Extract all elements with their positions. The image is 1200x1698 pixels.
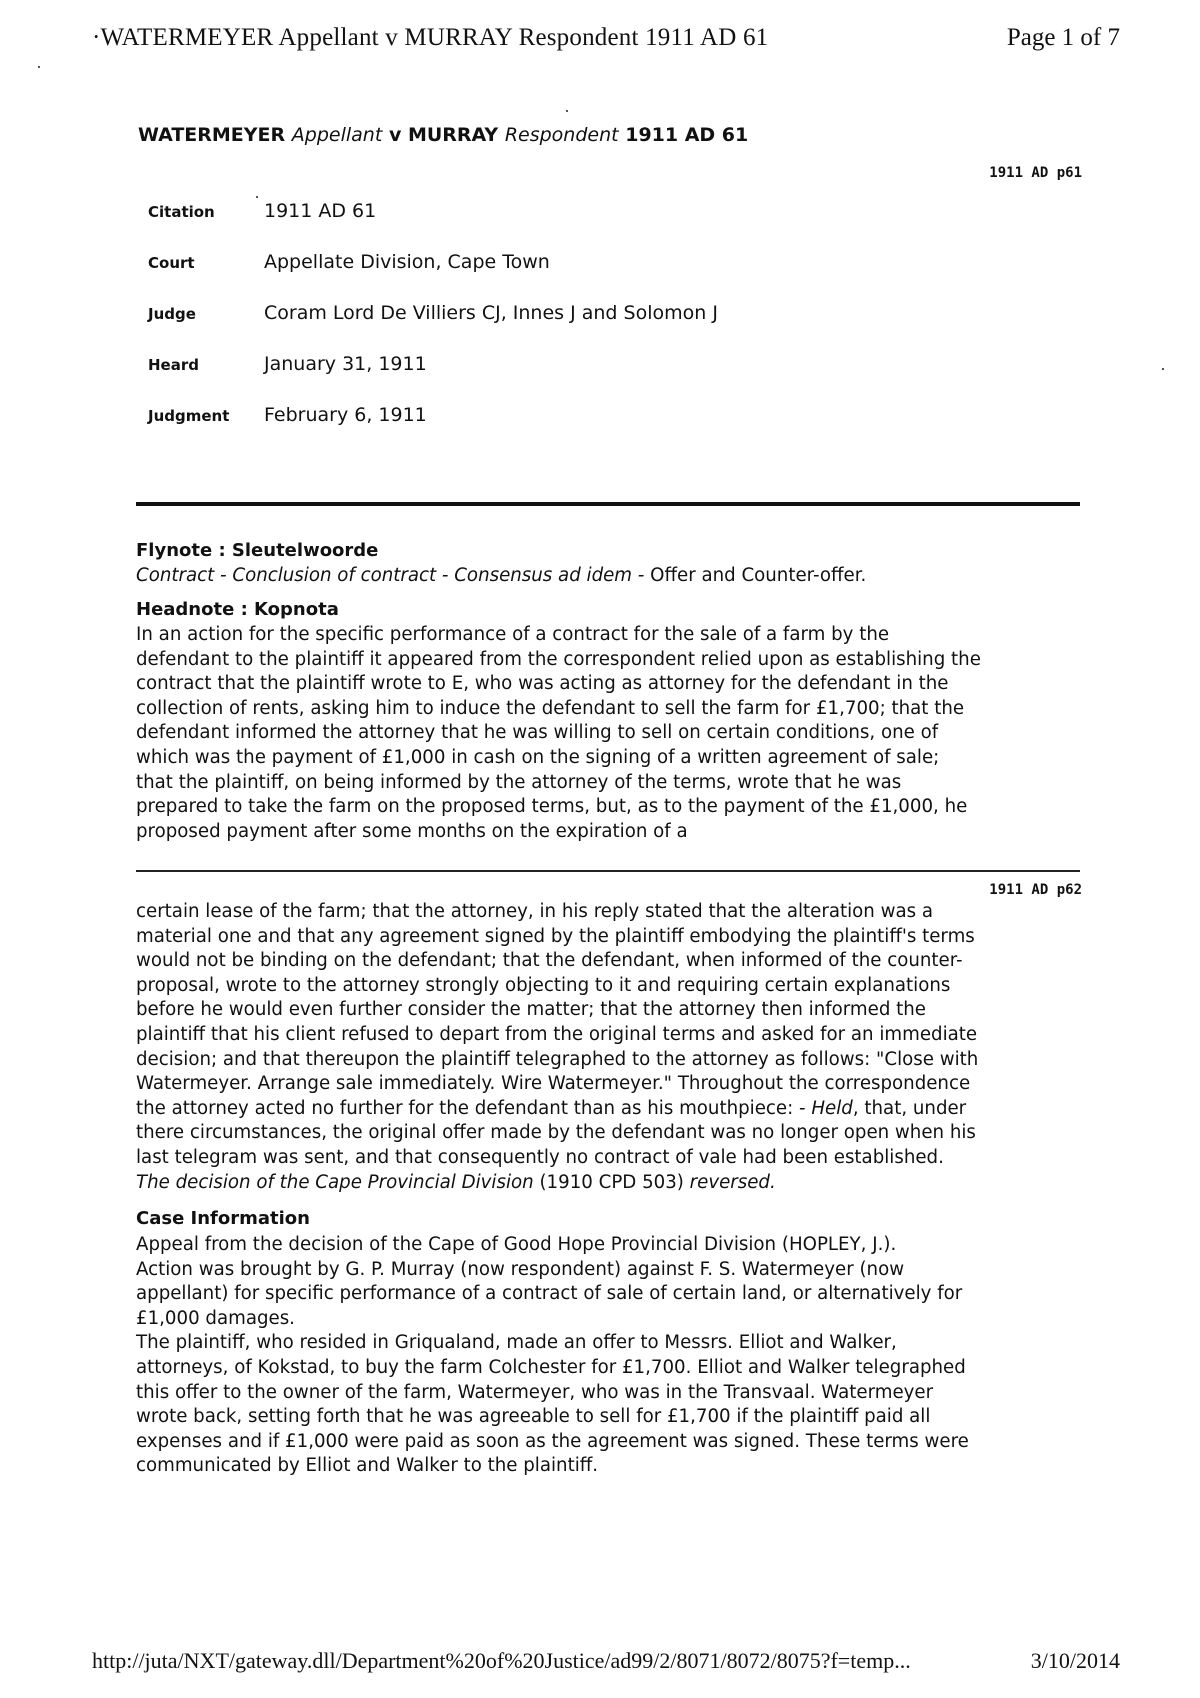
- case-title: [138, 124, 748, 146]
- text-line: this offer to the owner of the farm, Watermeyer, who was in the Transvaal. Watermeyer: [136, 1381, 934, 1403]
- flynote-heading: Flynote : Sleutelwoorde: [136, 540, 379, 561]
- meta-label: Judgment: [148, 407, 230, 425]
- scan-speck: [256, 196, 258, 198]
- text-line: expenses and if £1,000 were paid as soon as the agreement was signed. These terms were: [136, 1430, 969, 1452]
- scan-speck: [1162, 368, 1164, 370]
- flynote-text: [136, 564, 1086, 589]
- scan-speck: [566, 110, 568, 112]
- text-line: The plaintiff, who resided in Griqualand, made an offer to Messrs. Elliot and Walker,: [136, 1332, 897, 1354]
- text-line: certain lease of the farm; that the attorney, in his reply stated that the alteration was a: [136, 901, 934, 922]
- print-header-title: ·WATERMEYER Appellant v MURRAY Respondent 1911 AD 61: [92, 24, 769, 51]
- case-information-text: [136, 1233, 1086, 1479]
- text-line: collection of rents, asking him to induce the defendant to sell the farm for £1,700; that the: [136, 697, 965, 719]
- text-line: decision; and that thereupon the plaintiff telegraphed to the attorney as follows: "Close with: [136, 1048, 979, 1070]
- text-line: wrote back, setting forth that he was agreeable to sell for £1,700 if the plaintiff paid all: [136, 1406, 931, 1428]
- meta-row-heard: [148, 353, 427, 375]
- print-footer-url: http://juta/NXT/gateway.dll/Department%20of%20Justice/ad99/2/8071/8072/8075?f=temp...: [92, 1648, 911, 1673]
- text-line-held: the attorney acted no further for the defendant than as his mouthpiece: - Held, that, under: [136, 1097, 967, 1119]
- flynote-keywords: Contract - Conclusion of contract - Consensus ad idem -: [136, 565, 645, 586]
- page-reference-p62: 1911 AD p62: [989, 882, 1082, 898]
- text-line: material one and that any agreement signed by the plaintiff embodying the plaintiff's terms: [136, 925, 975, 947]
- meta-row-citation: [148, 200, 376, 222]
- versus: v: [388, 124, 402, 146]
- meta-value: Appellate Division, Cape Town: [264, 251, 550, 273]
- text-line: Action was brought by G. P. Murray (now respondent) against F. S. Watermeyer (now: [136, 1258, 905, 1280]
- meta-value: 1911 AD 61: [264, 200, 377, 222]
- decision-court: The decision of the Cape Provincial Division: [136, 1171, 534, 1193]
- decision-line: [136, 1171, 1086, 1196]
- meta-label: Heard: [148, 356, 199, 374]
- text-line: appellant) for specific performance of a contract of sale of certain land, or alternatively for: [136, 1283, 963, 1305]
- header-divider: [136, 502, 1080, 506]
- case-information-heading: Case Information: [136, 1208, 310, 1229]
- appellant-name: WATERMEYER: [138, 124, 286, 146]
- meta-label: Citation: [148, 203, 215, 221]
- text-line: there circumstances, the original offer made by the defendant was no longer open when his: [136, 1122, 976, 1144]
- headnote-paragraph-p61: [136, 623, 1086, 844]
- meta-value: Coram Lord De Villiers CJ, Innes J and Solomon J: [264, 302, 718, 324]
- text-line: plaintiff that his client refused to depart from the original terms and asked for an immediate: [136, 1023, 978, 1045]
- appellant-role: Appellant: [291, 124, 383, 146]
- meta-value: February 6, 1911: [264, 404, 427, 426]
- respondent-name: MURRAY: [407, 124, 499, 146]
- text-line: before he would even further consider the matter; that the attorney then informed the: [136, 999, 926, 1021]
- meta-label: Court: [148, 254, 195, 272]
- text-line: proposed payment after some months on the expiration of a: [136, 820, 688, 842]
- held-word: Held: [811, 1097, 853, 1119]
- page-break-divider: [136, 870, 1080, 872]
- text-line: In an action for the specific performance of a contract for the sale of a farm by the: [136, 624, 890, 645]
- text-line: that the plaintiff, on being informed by the attorney of the terms, wrote that he was: [136, 771, 902, 793]
- decision-outcome: reversed.: [689, 1171, 776, 1193]
- text-line: defendant to the plaintiff it appeared from the correspondent relied upon as establishing the: [136, 648, 981, 670]
- meta-row-judge: [148, 302, 718, 324]
- text-line: defendant informed the attorney that he was willing to sell on certain conditions, one of: [136, 722, 939, 744]
- meta-label: Judge: [148, 305, 196, 323]
- meta-value: January 31, 1911: [264, 353, 427, 375]
- text-line: contract that the plaintiff wrote to E, who was acting as attorney for the defendant in the: [136, 673, 949, 695]
- text-line: proposal, wrote to the attorney strongly objecting to it and requiring certain explanations: [136, 974, 951, 996]
- headnote-heading: Headnote : Kopnota: [136, 599, 339, 620]
- scan-speck: [38, 66, 40, 68]
- text-line: which was the payment of £1,000 in cash on the signing of a written agreement of sale;: [136, 746, 940, 768]
- text-line: attorneys, of Kokstad, to buy the farm Colchester for £1,700. Elliot and Walker telegraphed: [136, 1356, 966, 1378]
- meta-row-court: [148, 251, 550, 273]
- respondent-role: Respondent: [504, 124, 619, 146]
- text-line: prepared to take the farm on the proposed terms, but, as to the payment of the £1,000, he: [136, 796, 968, 818]
- text-line: Watermeyer. Arrange sale immediately. Wire Watermeyer." Throughout the correspondence: [136, 1073, 971, 1095]
- case-citation: 1911 AD 61: [625, 124, 749, 146]
- text-line: would not be binding on the defendant; that the defendant, when informed of the counter-: [136, 950, 963, 972]
- text-line: communicated by Elliot and Walker to the plaintiff.: [136, 1455, 599, 1477]
- headnote-paragraph-p62: [136, 900, 1086, 1195]
- flynote-keywords-plain: Offer and Counter-offer.: [644, 565, 867, 586]
- meta-row-judgment: [148, 404, 427, 426]
- text-line: last telegram was sent, and that consequently no contract of vale had been established.: [136, 1146, 944, 1168]
- print-footer-date: 3/10/2014: [1030, 1648, 1120, 1673]
- text-line: Appeal from the decision of the Cape of Good Hope Provincial Division (HOPLEY, J.).: [136, 1234, 897, 1255]
- decision-citation: (1910 CPD 503): [533, 1171, 690, 1193]
- page-reference-p61: 1911 AD p61: [989, 165, 1082, 181]
- text-line: £1,000 damages.: [136, 1307, 295, 1329]
- print-header-page-number: Page 1 of 7: [1006, 24, 1120, 51]
